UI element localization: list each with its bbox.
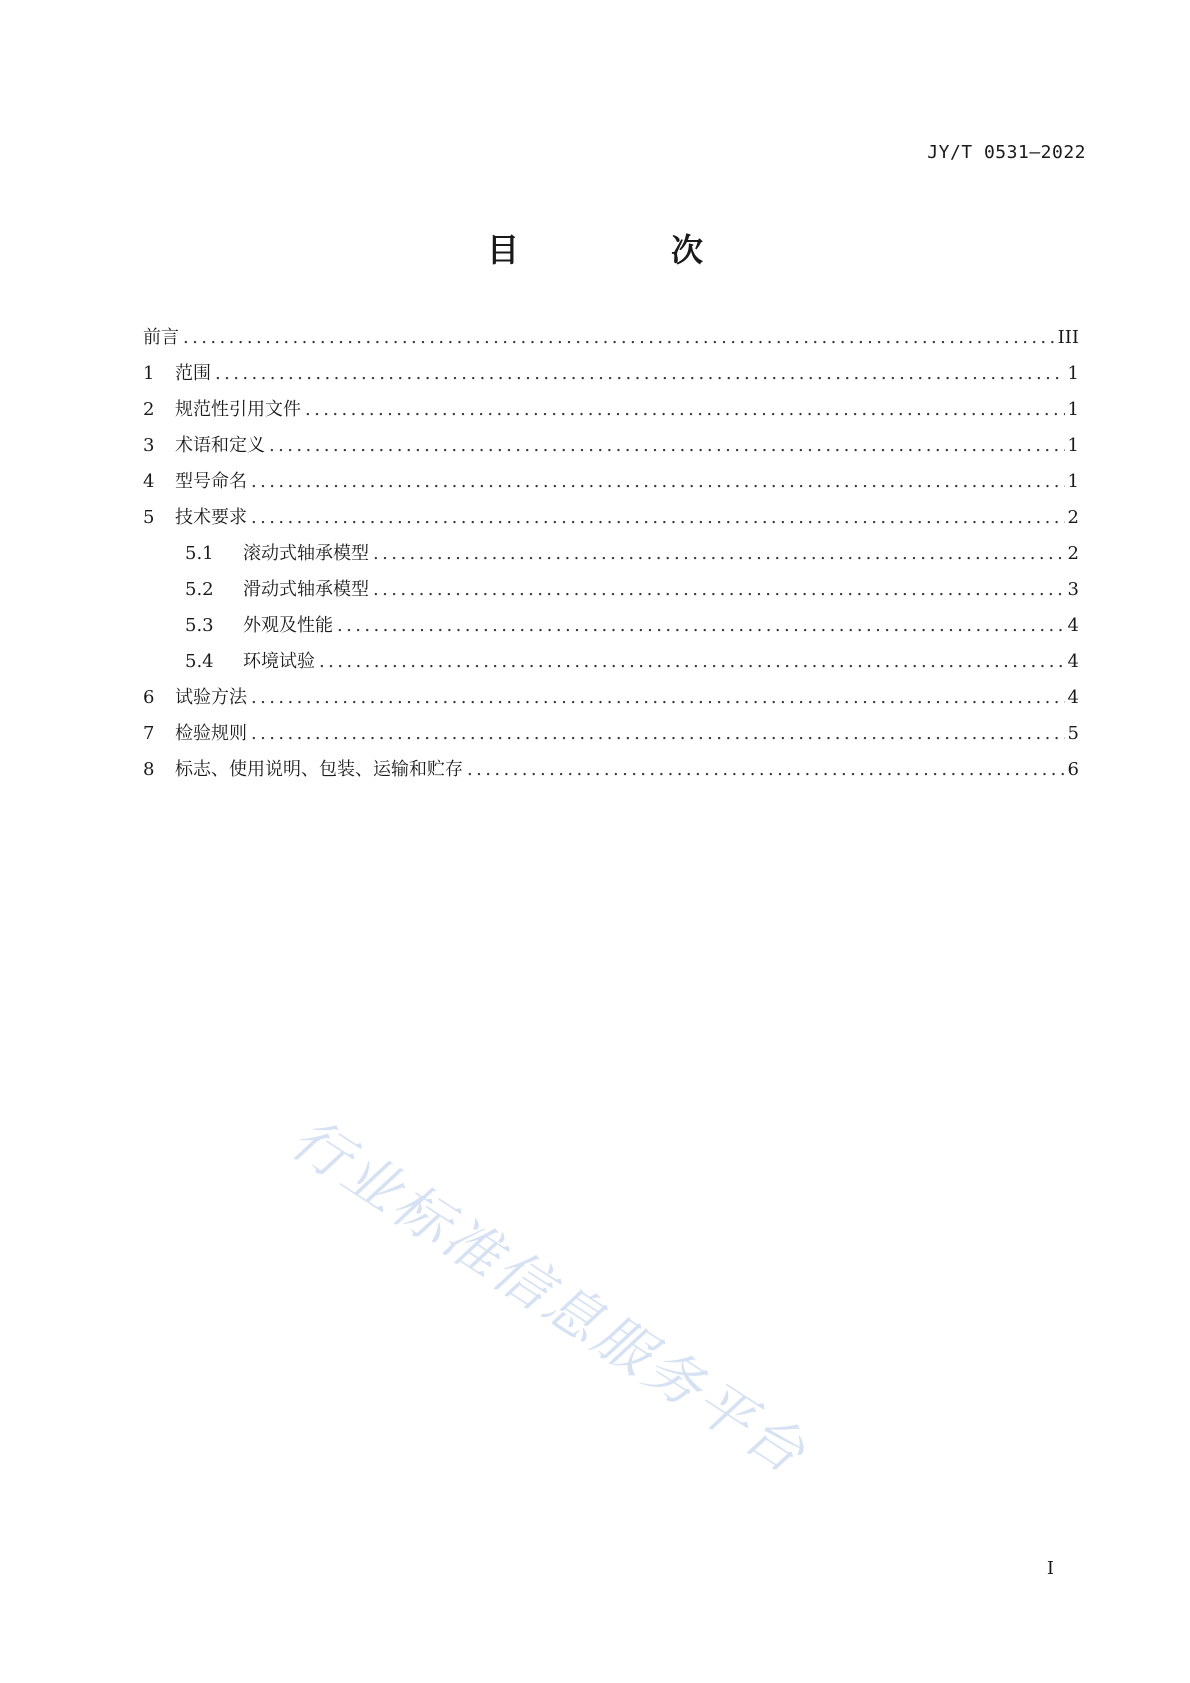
toc-leader-dots: [251, 464, 1065, 500]
toc-entry-label: 滚动式轴承模型: [243, 543, 369, 564]
toc-entry-5-3[interactable]: [143, 608, 1079, 644]
toc-leader-dots: [251, 500, 1065, 536]
toc-entry-number: 1: [143, 363, 155, 384]
toc-entry-label: 检验规则: [175, 723, 247, 744]
toc-leader-dots: [319, 644, 1065, 680]
toc-entry-number: 5.4: [185, 651, 214, 672]
toc-leader-dots: [251, 680, 1065, 716]
page-number: I: [1046, 1558, 1054, 1579]
toc-entry-3[interactable]: [143, 428, 1079, 464]
toc-entry-page: 1: [1067, 471, 1079, 492]
toc-entry-8[interactable]: [143, 752, 1079, 788]
toc-entry-7[interactable]: [143, 716, 1079, 752]
toc-entry-5-1[interactable]: [143, 536, 1079, 572]
page-title: 目 次: [486, 231, 763, 269]
toc-entry-page: 4: [1067, 615, 1079, 636]
toc-entry-page: 4: [1067, 651, 1079, 672]
toc-entry-foreword[interactable]: [143, 320, 1079, 356]
toc-entry-2[interactable]: [143, 392, 1079, 428]
toc-entry-number: 5.3: [185, 615, 214, 636]
standard-code: JY/T 0531—2022: [927, 142, 1086, 163]
toc-entry-5-4[interactable]: [143, 644, 1079, 680]
toc-leader-dots: [269, 428, 1065, 464]
toc-entry-number: 6: [143, 687, 155, 708]
toc-entry-label: 环境试验: [243, 651, 315, 672]
toc-entry-page: 1: [1067, 363, 1079, 384]
toc-entry-page: 4: [1067, 687, 1079, 708]
toc-entry-label: 滑动式轴承模型: [243, 579, 369, 600]
toc-entry-number: 4: [143, 471, 155, 492]
toc-entry-number: 8: [143, 759, 155, 780]
toc-entry-label: 外观及性能: [243, 615, 333, 636]
toc-entry-page: 2: [1067, 507, 1079, 528]
toc-entry-label: 试验方法: [175, 687, 247, 708]
toc-leader-dots: [337, 608, 1065, 644]
toc-leader-dots: [183, 320, 1056, 356]
toc-leader-dots: [215, 356, 1065, 392]
toc-entry-number: 5: [143, 507, 155, 528]
toc-entry-label: 范围: [175, 363, 211, 384]
toc-leader-dots: [467, 752, 1065, 788]
toc-leader-dots: [373, 536, 1065, 572]
toc-leader-dots: [251, 716, 1065, 752]
table-of-contents: [143, 320, 1079, 788]
toc-entry-label: 前言: [143, 327, 179, 348]
toc-entry-label: 规范性引用文件: [175, 399, 301, 420]
toc-entry-1[interactable]: [143, 356, 1079, 392]
toc-entry-label: 技术要求: [175, 507, 247, 528]
toc-entry-number: 7: [143, 723, 155, 744]
toc-entry-number: 3: [143, 435, 155, 456]
toc-entry-5-2[interactable]: [143, 572, 1079, 608]
toc-entry-page: 1: [1067, 435, 1079, 456]
toc-entry-label: 标志、使用说明、包装、运输和贮存: [175, 759, 463, 780]
toc-entry-label: 术语和定义: [175, 435, 265, 456]
toc-entry-number: 5.1: [185, 543, 214, 564]
toc-entry-page: 1: [1067, 399, 1079, 420]
toc-leader-dots: [305, 392, 1065, 428]
toc-entry-label: 型号命名: [175, 471, 247, 492]
toc-entry-number: 2: [143, 399, 155, 420]
toc-entry-page: 2: [1067, 543, 1079, 564]
toc-entry-page: 6: [1067, 759, 1079, 780]
toc-entry-page: 3: [1067, 579, 1079, 600]
toc-entry-4[interactable]: [143, 464, 1079, 500]
toc-entry-6[interactable]: [143, 680, 1079, 716]
toc-entry-5[interactable]: [143, 500, 1079, 536]
toc-entry-page: 5: [1067, 723, 1079, 744]
toc-leader-dots: [373, 572, 1065, 608]
toc-entry-number: 5.2: [185, 579, 214, 600]
toc-entry-page: III: [1057, 327, 1079, 348]
watermark: 行业标准信息服务平台: [279, 1106, 819, 1488]
